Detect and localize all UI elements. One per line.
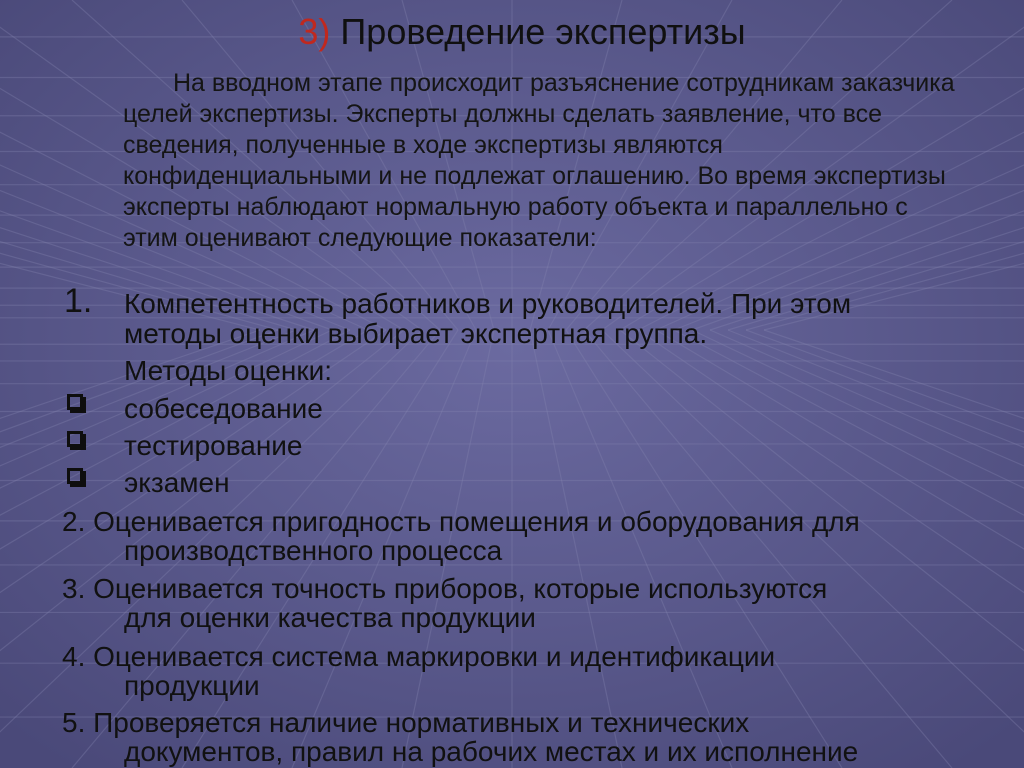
method-item: собеседование (124, 393, 323, 424)
item-1-line-2: методы оценки выбирает экспертная группа. (124, 318, 708, 349)
intro-paragraph: На вводном этапе происходит разъяснение сотрудникам заказчика целей экспертизы. Эксперты должны сделать заявление, что все сведения, полученные в ходе экспертизы являются конфиденциальными и не подлежат оглашению. Во время экспертизы эксперты наблюдают нормальную работу объекта и параллельно с этим оценивают следующие показатели: (123, 69, 955, 252)
slide-title (0, 12, 1024, 52)
checkbox-icon (67, 468, 83, 484)
checkbox-icon (67, 431, 83, 447)
item-3-line-1: 3. Оценивается точность приборов, которые используются (62, 573, 828, 604)
methods-label: Методы оценки: (124, 355, 332, 386)
item-4-line-2: продукции (124, 670, 260, 701)
method-item: экзамен (124, 467, 230, 498)
item-4-line-1: 4. Оценивается система маркировки и идентификации (62, 641, 776, 672)
item-2-line-1: 2. Оценивается пригодность помещения и оборудования для (62, 506, 860, 537)
method-item: тестирование (124, 430, 303, 461)
title-number: 3) (298, 11, 331, 52)
item-2-line-2: производственного процесса (124, 535, 503, 566)
item-5-line-2: документов, правил на рабочих местах и их исполнение (124, 736, 859, 767)
item-3-line-2: для оценки качества продукции (124, 602, 536, 633)
item-1-line-1: Компетентность работников и руководителей. При этом (124, 288, 852, 319)
item-5-line-1: 5. Проверяется наличие нормативных и технических (62, 707, 750, 738)
item-1-number: 1. (64, 282, 93, 320)
title-text: Проведение экспертизы (340, 11, 746, 52)
checkbox-icon (67, 394, 83, 410)
